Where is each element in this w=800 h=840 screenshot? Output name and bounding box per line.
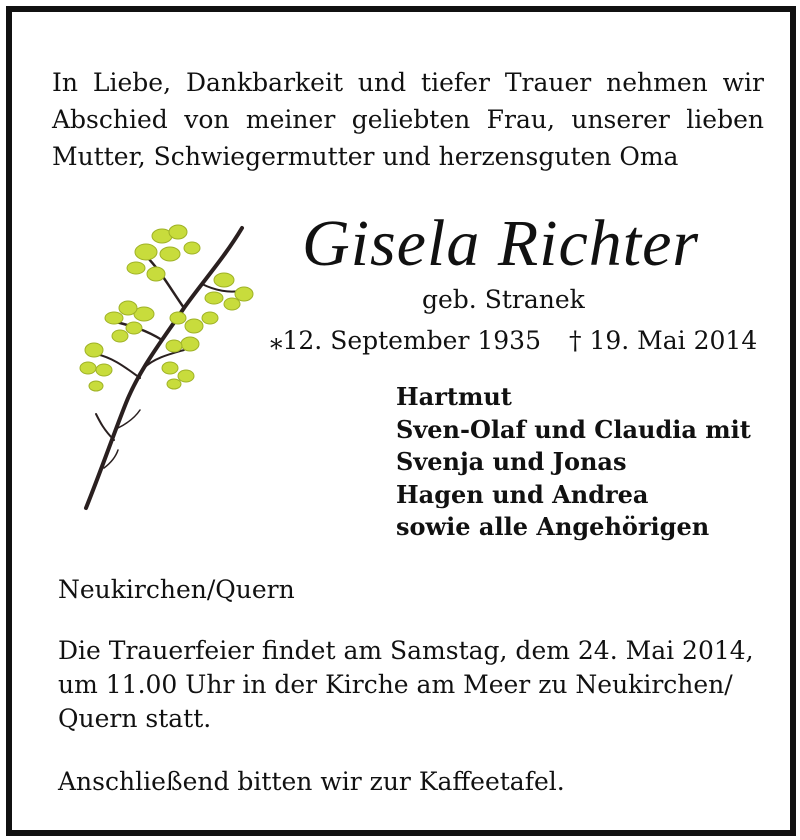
place-name: Neukirchen/Quern [58, 575, 295, 604]
funeral-line: Quern statt. [58, 704, 212, 733]
intro-line: In Liebe, Dankbarkeit und tiefer Trauer nehmen wir [52, 68, 764, 97]
intro-text [52, 64, 764, 175]
mourner-entry: Hagen und Andrea [396, 479, 649, 509]
blossom-branch-icon [74, 218, 264, 514]
mourner-entry: Svenja und Jonas [396, 447, 627, 476]
intro-line: Abschied von meiner geliebten Frau, unserer lieben [52, 105, 764, 134]
funeral-line: Die Trauerfeier findet am Samstag, dem 24. Mai 2014, [58, 636, 754, 665]
intro-line: Mutter, Schwiegermutter und herzensguten Oma [52, 142, 679, 171]
death-date: † 19. Mai 2014 [569, 326, 758, 355]
mourner-entry: sowie alle Angehörigen [396, 512, 710, 541]
deceased-name: Gisela Richter [302, 207, 700, 280]
funeral-line: um 11.00 Uhr in der Kirche am Meer zu Neukirchen/ [58, 670, 733, 699]
funeral-info [58, 634, 770, 736]
closing-note: Anschließend bitten wir zur Kaffeetafel. [58, 767, 565, 796]
mourner-entry: Hartmut [396, 382, 512, 411]
birth-date: ⁎12. September 1935 [270, 326, 541, 355]
maiden-name: geb. Stranek [422, 285, 585, 314]
obituary-frame [6, 6, 796, 836]
mourner-entry: Sven-Olaf und Claudia mit [396, 414, 751, 444]
life-dates [270, 325, 757, 357]
mourners-list [396, 381, 751, 544]
